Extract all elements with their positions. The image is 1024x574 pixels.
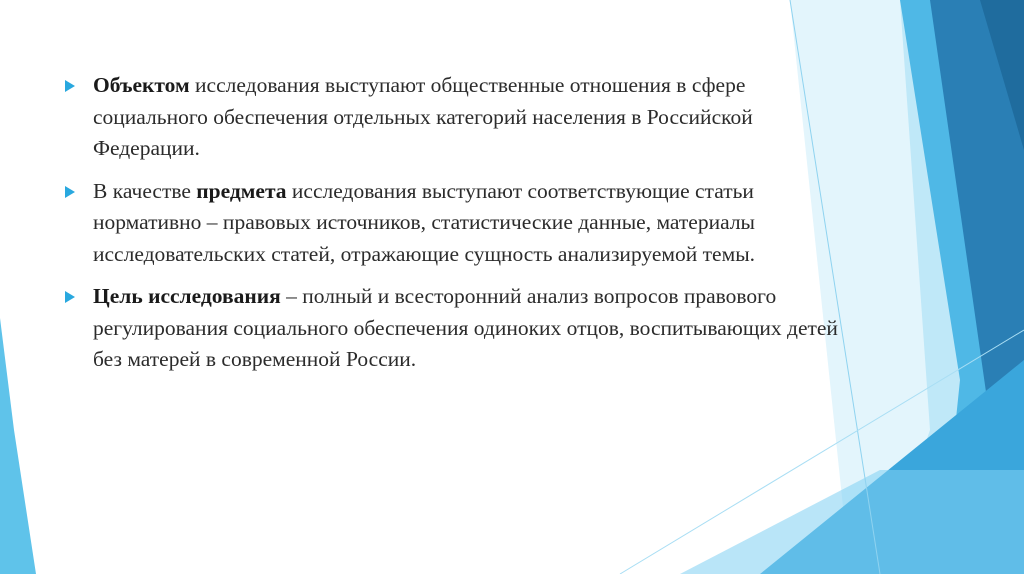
triangle-right-icon [65,80,75,92]
bullet-list [62,70,852,387]
list-item [62,70,852,165]
item-bold: Цель исследования [93,284,281,308]
left-edge-shape [0,318,36,574]
right-shape-bottom-light [680,470,1024,574]
triangle-right-icon [65,186,75,198]
item-lead: В качестве [93,178,197,203]
item-text: – полный и всесторонний анализ вопросов правового регулирования социального обеспечения одиноких отцов, воспитывающих детей без матерей в современной России. [93,284,838,371]
item-text: исследования выступают соответствующие статьи нормативно – правовых источников, статистические данные, материалы исследовательских статей, отражающие сущность анализируемой темы. [93,178,756,266]
item-bold: Объектом [93,73,190,97]
list-item [62,176,852,271]
item-bold: предмета [196,178,287,203]
list-item [62,281,852,376]
triangle-right-icon [65,291,75,303]
item-text: исследования выступают общественные отношения в сфере социального обеспечения отдельных категорий населения в Российской Федерации. [93,73,753,160]
